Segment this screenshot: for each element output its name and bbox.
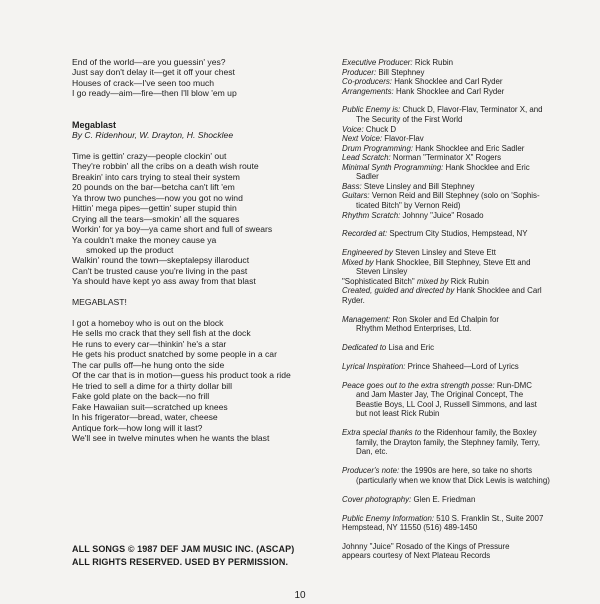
credit-value: Hank Shocklee, Bill Stephney, Steve Ett and	[373, 257, 531, 267]
lyric-line: End of the world—are you guessin' yes?	[72, 57, 226, 67]
credit-value: but not least Rick Rubin	[356, 409, 440, 419]
credit-label: Next Voice:	[342, 134, 383, 144]
credit-value: Dan, etc.	[356, 447, 388, 457]
credit-value: Johnny "Juice" Rosado	[400, 210, 484, 220]
lyric-line: I got a homeboy who is out on the block	[72, 318, 224, 329]
credit-label: Minimal Synth Programming:	[342, 162, 444, 172]
photo-credit	[342, 495, 570, 505]
recorded-credit	[342, 229, 570, 239]
peace-shoutout	[342, 381, 570, 419]
lyric-line: Can't be trusted cause you're living in the past	[72, 265, 248, 276]
credit-value: Steven Linsley and Steve Ett	[392, 248, 496, 258]
credit-value: Steve Linsley and Bill Stephney	[361, 181, 475, 191]
copyright-notice	[72, 543, 294, 569]
engineering-credits	[342, 248, 570, 305]
chorus-line: MEGABLAST!	[72, 297, 127, 308]
producers-note	[342, 466, 570, 485]
credit-value: Johnny "Juice" Rosado of the Kings of Pressure	[342, 541, 510, 551]
credit-value: Chuck D	[363, 124, 397, 134]
lyric-line: Hittin' mega pipes—gettin' super stupid thin	[72, 203, 237, 214]
rights-line: ALL RIGHTS RESERVED. USED BY PERMISSION.	[72, 557, 289, 567]
credit-value: Hank Shocklee and Carl	[454, 286, 542, 296]
contact-info	[342, 514, 570, 533]
credit-value: Hank Shocklee and Carl Ryder	[393, 86, 505, 96]
credit-label: Co-producers:	[342, 77, 392, 87]
lyric-line: In his frigerator—bread, water, cheese	[72, 412, 218, 423]
lyric-line: He sells mo crack that they sell fish at the dock	[72, 328, 251, 339]
credit-value: Lisa and Eric	[386, 343, 435, 353]
credit-value: (particularly when we know that Dick Lewis is watching)	[356, 475, 550, 485]
credit-label: Public Enemy is:	[342, 105, 401, 115]
lyric-line: Fake gold plate on the back—no frill	[72, 391, 210, 402]
credit-label: Recorded at:	[342, 229, 388, 239]
lyric-line: The car pulls off—he hung onto the side	[72, 359, 225, 370]
credit-label: Created, guided and directed by	[342, 286, 455, 296]
lyric-line: Of the car that is in motion—guess his product took a ride	[72, 370, 291, 381]
lyric-line: smoked up the product	[86, 244, 174, 255]
credit-value: Vernon Reid and Bill Stephney (solo on 'Sophis-	[369, 191, 540, 201]
credit-label: Voice:	[342, 124, 364, 134]
credit-value: Rick Rubin	[448, 276, 489, 286]
page-number: 10	[294, 590, 306, 601]
credit-label: Management:	[342, 314, 391, 324]
credit-value: Hank Shocklee and Eric Sadler	[413, 143, 525, 153]
credit-label: Engineered by	[342, 248, 393, 258]
lyrics-column	[72, 57, 322, 443]
lyric-line: Just say don't delay it—get it off your chest	[72, 67, 235, 78]
credit-label: Producer:	[342, 67, 377, 77]
credit-label: Mixed by	[342, 257, 374, 267]
credit-value: Steven Linsley	[356, 267, 408, 277]
lyric-line: Time is gettin' crazy—people clockin' out	[72, 150, 227, 161]
lyric-line: Workin' for ya boy—ya came short and full of swears	[72, 224, 273, 235]
copyright-line: ALL SONGS © 1987 DEF JAM MUSIC INC. (ASCAP)	[72, 544, 295, 554]
credit-label: Lyrical Inspiration:	[342, 362, 406, 371]
lyric-line: He tried to sell a dime for a thirty dollar bill	[72, 380, 233, 391]
credit-value: the Ridenhour family, the Boxley	[421, 428, 537, 438]
credit-label: Bass:	[342, 181, 362, 191]
lyric-line: Walkin' round the town—skeptalepsy illaroduct	[72, 255, 250, 266]
producer-credits	[342, 58, 570, 96]
credit-value: Beastie Boys, LL Cool J, Russell Simmons, and last	[356, 399, 537, 409]
credits-column	[342, 58, 570, 570]
courtesy-note	[342, 542, 570, 561]
credit-value: and Jam Master Jay, The Original Concept, The	[356, 390, 524, 400]
credit-label: Cover photography:	[342, 494, 412, 504]
credit-value: Norman "Terminator X" Rogers	[390, 153, 502, 163]
credit-value: Flavor-Flav	[382, 134, 424, 144]
credit-value: appears courtesy of Next Plateau Records	[342, 551, 491, 561]
credit-value: ticated Bitch" by Vernon Reid)	[356, 200, 461, 210]
credit-value: Chuck D, Flavor-Flav, Terminator X, and	[400, 105, 543, 115]
credit-value: Prince Shaheed—Lord of Lyrics	[405, 362, 519, 371]
credit-label: Rhythm Scratch:	[342, 210, 401, 220]
credit-value: 510 S. Franklin St., Suite 2007	[434, 513, 544, 523]
credit-value: Glen E. Friedman	[411, 494, 476, 504]
lyric-line: Crying all the tears—smokin' all the squares	[72, 213, 240, 224]
credit-value: Run-DMC	[494, 380, 532, 390]
lyric-line: Ya couldn't make the money cause ya	[72, 234, 217, 245]
credit-label: Peace goes out to the extra strength posse:	[342, 380, 495, 390]
special-thanks	[342, 428, 570, 457]
lyric-line: Ya should have kept yo ass away from that blast	[72, 276, 256, 287]
credit-value: Ryder.	[342, 295, 365, 305]
credit-value: Spectrum City Studios, Hempstead, NY	[387, 229, 528, 239]
credit-label: Extra special thanks to	[342, 428, 422, 438]
credit-label: mixed by	[414, 276, 449, 286]
dedication	[342, 343, 570, 353]
credit-value: The Security of the First World	[356, 115, 463, 125]
band-credits	[342, 105, 570, 220]
credit-label: Public Enemy Information:	[342, 513, 435, 523]
credit-value: Hank Shocklee and Eric	[443, 162, 530, 172]
lyric-line: 20 pounds on the bar—betcha can't lift 'em	[72, 182, 235, 193]
credit-value: Rhythm Method Enterprises, Ltd.	[356, 324, 472, 334]
credit-value: "Sophisticated Bitch"	[342, 276, 415, 286]
credit-value: Rick Rubin	[412, 58, 453, 67]
song-title: Megablast	[72, 119, 117, 130]
credit-label: Lead Scratch:	[342, 153, 391, 163]
lyric-line: Houses of crack—I've seen too much	[72, 77, 215, 88]
credit-label: Dedicated to	[342, 343, 387, 353]
credit-value: Bill Stephney	[376, 67, 425, 77]
credit-label: Producer's note:	[342, 466, 400, 476]
lyric-line: I go ready—aim—fire—then I'll blow 'em up	[72, 88, 237, 99]
credit-value: Hempstead, NY 11550 (516) 489-1450	[342, 523, 478, 533]
lyric-line: He runs to every car—thinkin' he's a star	[72, 338, 227, 349]
credit-value: Sadler	[356, 172, 379, 182]
lyric-line: Breakin' into cars trying to steal their system	[72, 171, 240, 182]
management-credit	[342, 315, 570, 334]
lyric-line: Antique fork—how long will it last?	[72, 422, 203, 433]
credit-value: Hank Shocklee and Carl Ryder	[392, 77, 503, 87]
credit-value: Ron Skoler and Ed Chalpin for	[390, 314, 500, 324]
lyric-line: He gets his product snatched by some people in a car	[72, 349, 277, 360]
lyric-line: We'll see in twelve minutes when he wants the blast	[72, 433, 270, 443]
credit-label: Executive Producer:	[342, 58, 413, 67]
lyric-line: Fake Hawaiian suit—scratched up knees	[72, 401, 228, 412]
lyric-line: They're robbin' all the cribs on a death wish route	[72, 161, 259, 172]
lyric-line: Ya throw two punches—now you got no wind	[72, 192, 243, 203]
song-byline: By C. Ridenhour, W. Drayton, H. Shocklee	[72, 130, 234, 141]
credit-label: Drum Programming:	[342, 143, 414, 153]
credit-value: family, the Drayton family, the Stephney family, Terry,	[356, 437, 540, 447]
credit-value: the 1990s are here, so take no shorts	[399, 466, 533, 476]
lyrical-inspiration	[342, 362, 570, 372]
credit-label: Arrangements:	[342, 86, 394, 96]
credit-label: Guitars:	[342, 191, 370, 201]
